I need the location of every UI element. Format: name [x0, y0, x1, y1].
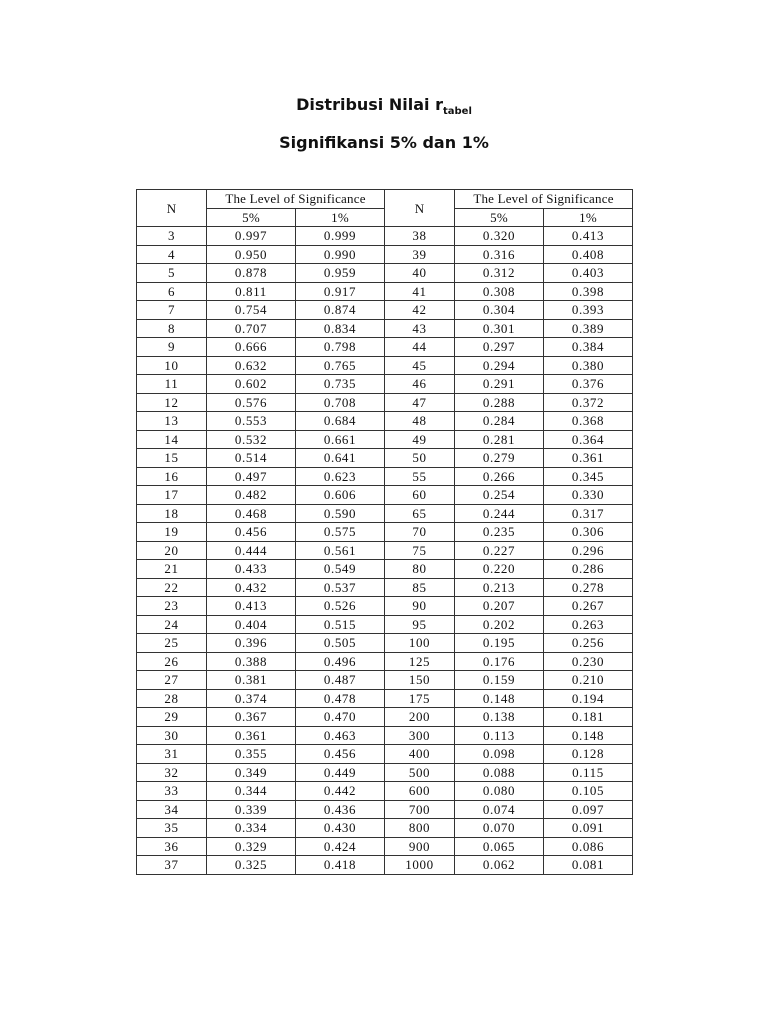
cell-r1-left: 0.575	[296, 523, 385, 542]
table-row	[137, 486, 633, 505]
cell-r5-left: 0.997	[207, 227, 296, 246]
cell-r5-left: 0.334	[207, 819, 296, 838]
cell-r5-right: 0.254	[455, 486, 544, 505]
cell-n-right: 400	[385, 745, 455, 764]
cell-r1-left: 0.765	[296, 356, 385, 375]
title-main: Distribusi Nilai r	[296, 95, 443, 114]
cell-r5-right: 0.070	[455, 819, 544, 838]
cell-r1-right: 0.086	[544, 837, 633, 856]
cell-r5-left: 0.482	[207, 486, 296, 505]
cell-r5-right: 0.113	[455, 726, 544, 745]
cell-n-left: 18	[137, 504, 207, 523]
cell-n-left: 26	[137, 652, 207, 671]
cell-r1-left: 0.424	[296, 837, 385, 856]
cell-r1-right: 0.408	[544, 245, 633, 264]
cell-r5-left: 0.329	[207, 837, 296, 856]
title-subscript: tabel	[442, 106, 472, 117]
cell-r5-right: 0.291	[455, 375, 544, 394]
table-row	[137, 245, 633, 264]
cell-n-left: 35	[137, 819, 207, 838]
cell-n-right: 900	[385, 837, 455, 856]
cell-n-left: 10	[137, 356, 207, 375]
cell-r1-right: 0.105	[544, 782, 633, 801]
table-row	[137, 504, 633, 523]
cell-n-left: 36	[137, 837, 207, 856]
table-row	[137, 800, 633, 819]
table-row	[137, 541, 633, 560]
cell-n-left: 4	[137, 245, 207, 264]
cell-r5-left: 0.497	[207, 467, 296, 486]
cell-r5-left: 0.666	[207, 338, 296, 357]
table-row	[137, 819, 633, 838]
cell-n-right: 50	[385, 449, 455, 468]
cell-r1-left: 0.874	[296, 301, 385, 320]
cell-n-left: 15	[137, 449, 207, 468]
cell-r1-right: 0.081	[544, 856, 633, 875]
cell-n-left: 28	[137, 689, 207, 708]
cell-r5-left: 0.444	[207, 541, 296, 560]
col-1pct-right: 1%	[544, 208, 633, 227]
cell-r5-left: 0.361	[207, 726, 296, 745]
table-row	[137, 837, 633, 856]
cell-r5-right: 0.227	[455, 541, 544, 560]
cell-n-left: 3	[137, 227, 207, 246]
cell-r1-left: 0.463	[296, 726, 385, 745]
cell-r1-right: 0.097	[544, 800, 633, 819]
cell-r5-right: 0.294	[455, 356, 544, 375]
table-row	[137, 615, 633, 634]
cell-r1-left: 0.684	[296, 412, 385, 431]
cell-r1-right: 0.194	[544, 689, 633, 708]
cell-n-left: 34	[137, 800, 207, 819]
table-row	[137, 652, 633, 671]
cell-r5-right: 0.065	[455, 837, 544, 856]
cell-r1-left: 0.549	[296, 560, 385, 579]
cell-r1-right: 0.376	[544, 375, 633, 394]
cell-r1-right: 0.286	[544, 560, 633, 579]
table-row	[137, 560, 633, 579]
cell-r1-right: 0.296	[544, 541, 633, 560]
table-row	[137, 430, 633, 449]
cell-n-right: 65	[385, 504, 455, 523]
cell-r1-right: 0.384	[544, 338, 633, 357]
cell-r1-left: 0.496	[296, 652, 385, 671]
cell-n-right: 40	[385, 264, 455, 283]
cell-n-left: 5	[137, 264, 207, 283]
cell-n-left: 25	[137, 634, 207, 653]
cell-n-left: 20	[137, 541, 207, 560]
table-row	[137, 412, 633, 431]
cell-r1-left: 0.449	[296, 763, 385, 782]
cell-r5-left: 0.468	[207, 504, 296, 523]
table-row	[137, 726, 633, 745]
cell-n-left: 6	[137, 282, 207, 301]
cell-r1-left: 0.442	[296, 782, 385, 801]
table-row	[137, 356, 633, 375]
cell-r1-right: 0.181	[544, 708, 633, 727]
cell-r5-left: 0.878	[207, 264, 296, 283]
page-title	[0, 95, 768, 117]
cell-r1-right: 0.413	[544, 227, 633, 246]
cell-n-left: 31	[137, 745, 207, 764]
cell-r5-right: 0.301	[455, 319, 544, 338]
cell-r5-right: 0.220	[455, 560, 544, 579]
cell-n-right: 80	[385, 560, 455, 579]
cell-r5-right: 0.244	[455, 504, 544, 523]
cell-r5-left: 0.367	[207, 708, 296, 727]
cell-r5-left: 0.707	[207, 319, 296, 338]
cell-r5-right: 0.279	[455, 449, 544, 468]
cell-r5-left: 0.456	[207, 523, 296, 542]
cell-r5-left: 0.632	[207, 356, 296, 375]
cell-r5-left: 0.381	[207, 671, 296, 690]
table-row	[137, 689, 633, 708]
table-body	[137, 227, 633, 875]
cell-n-right: 175	[385, 689, 455, 708]
cell-r1-left: 0.999	[296, 227, 385, 246]
table-row	[137, 597, 633, 616]
cell-r1-right: 0.115	[544, 763, 633, 782]
cell-r1-right: 0.230	[544, 652, 633, 671]
cell-r5-right: 0.159	[455, 671, 544, 690]
cell-r1-left: 0.537	[296, 578, 385, 597]
cell-r5-left: 0.325	[207, 856, 296, 875]
significance-header-right: The Level of Significance	[455, 190, 633, 209]
cell-n-left: 9	[137, 338, 207, 357]
cell-r5-right: 0.266	[455, 467, 544, 486]
cell-n-left: 32	[137, 763, 207, 782]
cell-r1-right: 0.210	[544, 671, 633, 690]
col-5pct-left: 5%	[207, 208, 296, 227]
cell-r5-left: 0.388	[207, 652, 296, 671]
cell-r1-left: 0.418	[296, 856, 385, 875]
cell-r5-right: 0.281	[455, 430, 544, 449]
cell-r1-left: 0.478	[296, 689, 385, 708]
cell-r5-left: 0.514	[207, 449, 296, 468]
cell-r5-right: 0.074	[455, 800, 544, 819]
cell-r1-right: 0.278	[544, 578, 633, 597]
table-row	[137, 282, 633, 301]
cell-r1-left: 0.661	[296, 430, 385, 449]
cell-r1-right: 0.368	[544, 412, 633, 431]
cell-r5-right: 0.088	[455, 763, 544, 782]
table-row	[137, 671, 633, 690]
cell-n-right: 44	[385, 338, 455, 357]
table-row	[137, 763, 633, 782]
cell-n-left: 12	[137, 393, 207, 412]
cell-r5-right: 0.195	[455, 634, 544, 653]
cell-n-right: 100	[385, 634, 455, 653]
cell-r1-right: 0.148	[544, 726, 633, 745]
table-row	[137, 708, 633, 727]
cell-n-left: 8	[137, 319, 207, 338]
cell-r5-right: 0.138	[455, 708, 544, 727]
cell-r1-right: 0.393	[544, 301, 633, 320]
cell-r1-left: 0.708	[296, 393, 385, 412]
cell-r5-right: 0.235	[455, 523, 544, 542]
cell-r5-left: 0.404	[207, 615, 296, 634]
table-row	[137, 856, 633, 875]
cell-r1-left: 0.526	[296, 597, 385, 616]
table-row	[137, 301, 633, 320]
cell-n-right: 49	[385, 430, 455, 449]
cell-r5-right: 0.062	[455, 856, 544, 875]
cell-r1-right: 0.380	[544, 356, 633, 375]
cell-n-left: 14	[137, 430, 207, 449]
cell-n-right: 125	[385, 652, 455, 671]
cell-r5-right: 0.202	[455, 615, 544, 634]
cell-n-right: 150	[385, 671, 455, 690]
cell-n-right: 38	[385, 227, 455, 246]
cell-n-right: 75	[385, 541, 455, 560]
cell-r1-left: 0.735	[296, 375, 385, 394]
cell-n-left: 11	[137, 375, 207, 394]
cell-r1-right: 0.267	[544, 597, 633, 616]
cell-r5-right: 0.284	[455, 412, 544, 431]
cell-r5-left: 0.413	[207, 597, 296, 616]
table-row	[137, 375, 633, 394]
cell-n-left: 27	[137, 671, 207, 690]
cell-r1-right: 0.306	[544, 523, 633, 542]
cell-r1-left: 0.456	[296, 745, 385, 764]
cell-r1-left: 0.515	[296, 615, 385, 634]
cell-r5-right: 0.304	[455, 301, 544, 320]
cell-n-right: 55	[385, 467, 455, 486]
cell-n-right: 42	[385, 301, 455, 320]
cell-r1-left: 0.590	[296, 504, 385, 523]
cell-r1-right: 0.398	[544, 282, 633, 301]
col-5pct-right: 5%	[455, 208, 544, 227]
cell-r5-left: 0.355	[207, 745, 296, 764]
cell-r1-left: 0.606	[296, 486, 385, 505]
cell-n-right: 85	[385, 578, 455, 597]
cell-n-right: 43	[385, 319, 455, 338]
col-1pct-left: 1%	[296, 208, 385, 227]
cell-r1-left: 0.798	[296, 338, 385, 357]
cell-n-left: 21	[137, 560, 207, 579]
table-row	[137, 634, 633, 653]
cell-r5-right: 0.320	[455, 227, 544, 246]
cell-n-right: 48	[385, 412, 455, 431]
cell-r5-left: 0.349	[207, 763, 296, 782]
cell-r1-left: 0.834	[296, 319, 385, 338]
cell-n-right: 47	[385, 393, 455, 412]
cell-n-right: 41	[385, 282, 455, 301]
cell-r1-right: 0.361	[544, 449, 633, 468]
cell-r5-left: 0.396	[207, 634, 296, 653]
cell-n-left: 19	[137, 523, 207, 542]
cell-n-right: 800	[385, 819, 455, 838]
cell-r1-right: 0.345	[544, 467, 633, 486]
r-table	[136, 189, 633, 875]
cell-r1-right: 0.263	[544, 615, 633, 634]
cell-n-right: 45	[385, 356, 455, 375]
cell-n-left: 24	[137, 615, 207, 634]
cell-r5-left: 0.754	[207, 301, 296, 320]
cell-r1-left: 0.561	[296, 541, 385, 560]
page-subtitle: Signifikansi 5% dan 1%	[279, 133, 489, 152]
cell-r5-right: 0.148	[455, 689, 544, 708]
cell-r1-right: 0.403	[544, 264, 633, 283]
cell-r5-right: 0.316	[455, 245, 544, 264]
cell-n-left: 22	[137, 578, 207, 597]
cell-r5-left: 0.433	[207, 560, 296, 579]
table-row	[137, 782, 633, 801]
cell-r5-right: 0.312	[455, 264, 544, 283]
cell-n-left: 23	[137, 597, 207, 616]
significance-header-left: The Level of Significance	[207, 190, 385, 209]
cell-r1-left: 0.641	[296, 449, 385, 468]
cell-r5-right: 0.080	[455, 782, 544, 801]
cell-r1-right: 0.128	[544, 745, 633, 764]
cell-r5-right: 0.213	[455, 578, 544, 597]
cell-n-left: 16	[137, 467, 207, 486]
cell-r1-right: 0.364	[544, 430, 633, 449]
cell-r5-left: 0.374	[207, 689, 296, 708]
cell-r5-right: 0.098	[455, 745, 544, 764]
table-row	[137, 227, 633, 246]
cell-n-right: 300	[385, 726, 455, 745]
cell-r5-left: 0.811	[207, 282, 296, 301]
cell-r1-left: 0.436	[296, 800, 385, 819]
table-row	[137, 523, 633, 542]
cell-r1-left: 0.505	[296, 634, 385, 653]
cell-r5-right: 0.176	[455, 652, 544, 671]
cell-n-left: 29	[137, 708, 207, 727]
n-header-right: N	[385, 190, 455, 227]
cell-r1-right: 0.372	[544, 393, 633, 412]
cell-n-right: 60	[385, 486, 455, 505]
cell-r5-left: 0.344	[207, 782, 296, 801]
cell-r5-left: 0.432	[207, 578, 296, 597]
cell-n-right: 70	[385, 523, 455, 542]
cell-n-left: 17	[137, 486, 207, 505]
table-row	[137, 264, 633, 283]
cell-r5-right: 0.207	[455, 597, 544, 616]
cell-r1-left: 0.959	[296, 264, 385, 283]
cell-r1-left: 0.430	[296, 819, 385, 838]
cell-n-left: 13	[137, 412, 207, 431]
cell-r5-left: 0.553	[207, 412, 296, 431]
cell-r1-right: 0.317	[544, 504, 633, 523]
table-row	[137, 449, 633, 468]
cell-n-right: 39	[385, 245, 455, 264]
cell-r1-left: 0.917	[296, 282, 385, 301]
cell-n-left: 30	[137, 726, 207, 745]
table-row	[137, 393, 633, 412]
cell-n-right: 46	[385, 375, 455, 394]
n-header-left: N	[137, 190, 207, 227]
cell-n-right: 95	[385, 615, 455, 634]
cell-n-left: 33	[137, 782, 207, 801]
cell-r5-right: 0.288	[455, 393, 544, 412]
cell-r1-left: 0.623	[296, 467, 385, 486]
cell-n-right: 200	[385, 708, 455, 727]
cell-r5-right: 0.308	[455, 282, 544, 301]
cell-r1-left: 0.470	[296, 708, 385, 727]
cell-r1-right: 0.091	[544, 819, 633, 838]
cell-r5-right: 0.297	[455, 338, 544, 357]
cell-r5-left: 0.532	[207, 430, 296, 449]
cell-n-right: 500	[385, 763, 455, 782]
table-row	[137, 338, 633, 357]
table-row	[137, 319, 633, 338]
cell-r5-left: 0.576	[207, 393, 296, 412]
cell-r5-left: 0.602	[207, 375, 296, 394]
table-row	[137, 467, 633, 486]
cell-r1-left: 0.487	[296, 671, 385, 690]
cell-n-left: 7	[137, 301, 207, 320]
cell-r1-left: 0.990	[296, 245, 385, 264]
cell-n-right: 600	[385, 782, 455, 801]
cell-n-left: 37	[137, 856, 207, 875]
cell-r1-right: 0.256	[544, 634, 633, 653]
cell-r1-right: 0.389	[544, 319, 633, 338]
table-row	[137, 578, 633, 597]
cell-n-right: 1000	[385, 856, 455, 875]
cell-n-right: 90	[385, 597, 455, 616]
table-row	[137, 745, 633, 764]
cell-n-right: 700	[385, 800, 455, 819]
cell-r5-left: 0.950	[207, 245, 296, 264]
cell-r5-left: 0.339	[207, 800, 296, 819]
cell-r1-right: 0.330	[544, 486, 633, 505]
